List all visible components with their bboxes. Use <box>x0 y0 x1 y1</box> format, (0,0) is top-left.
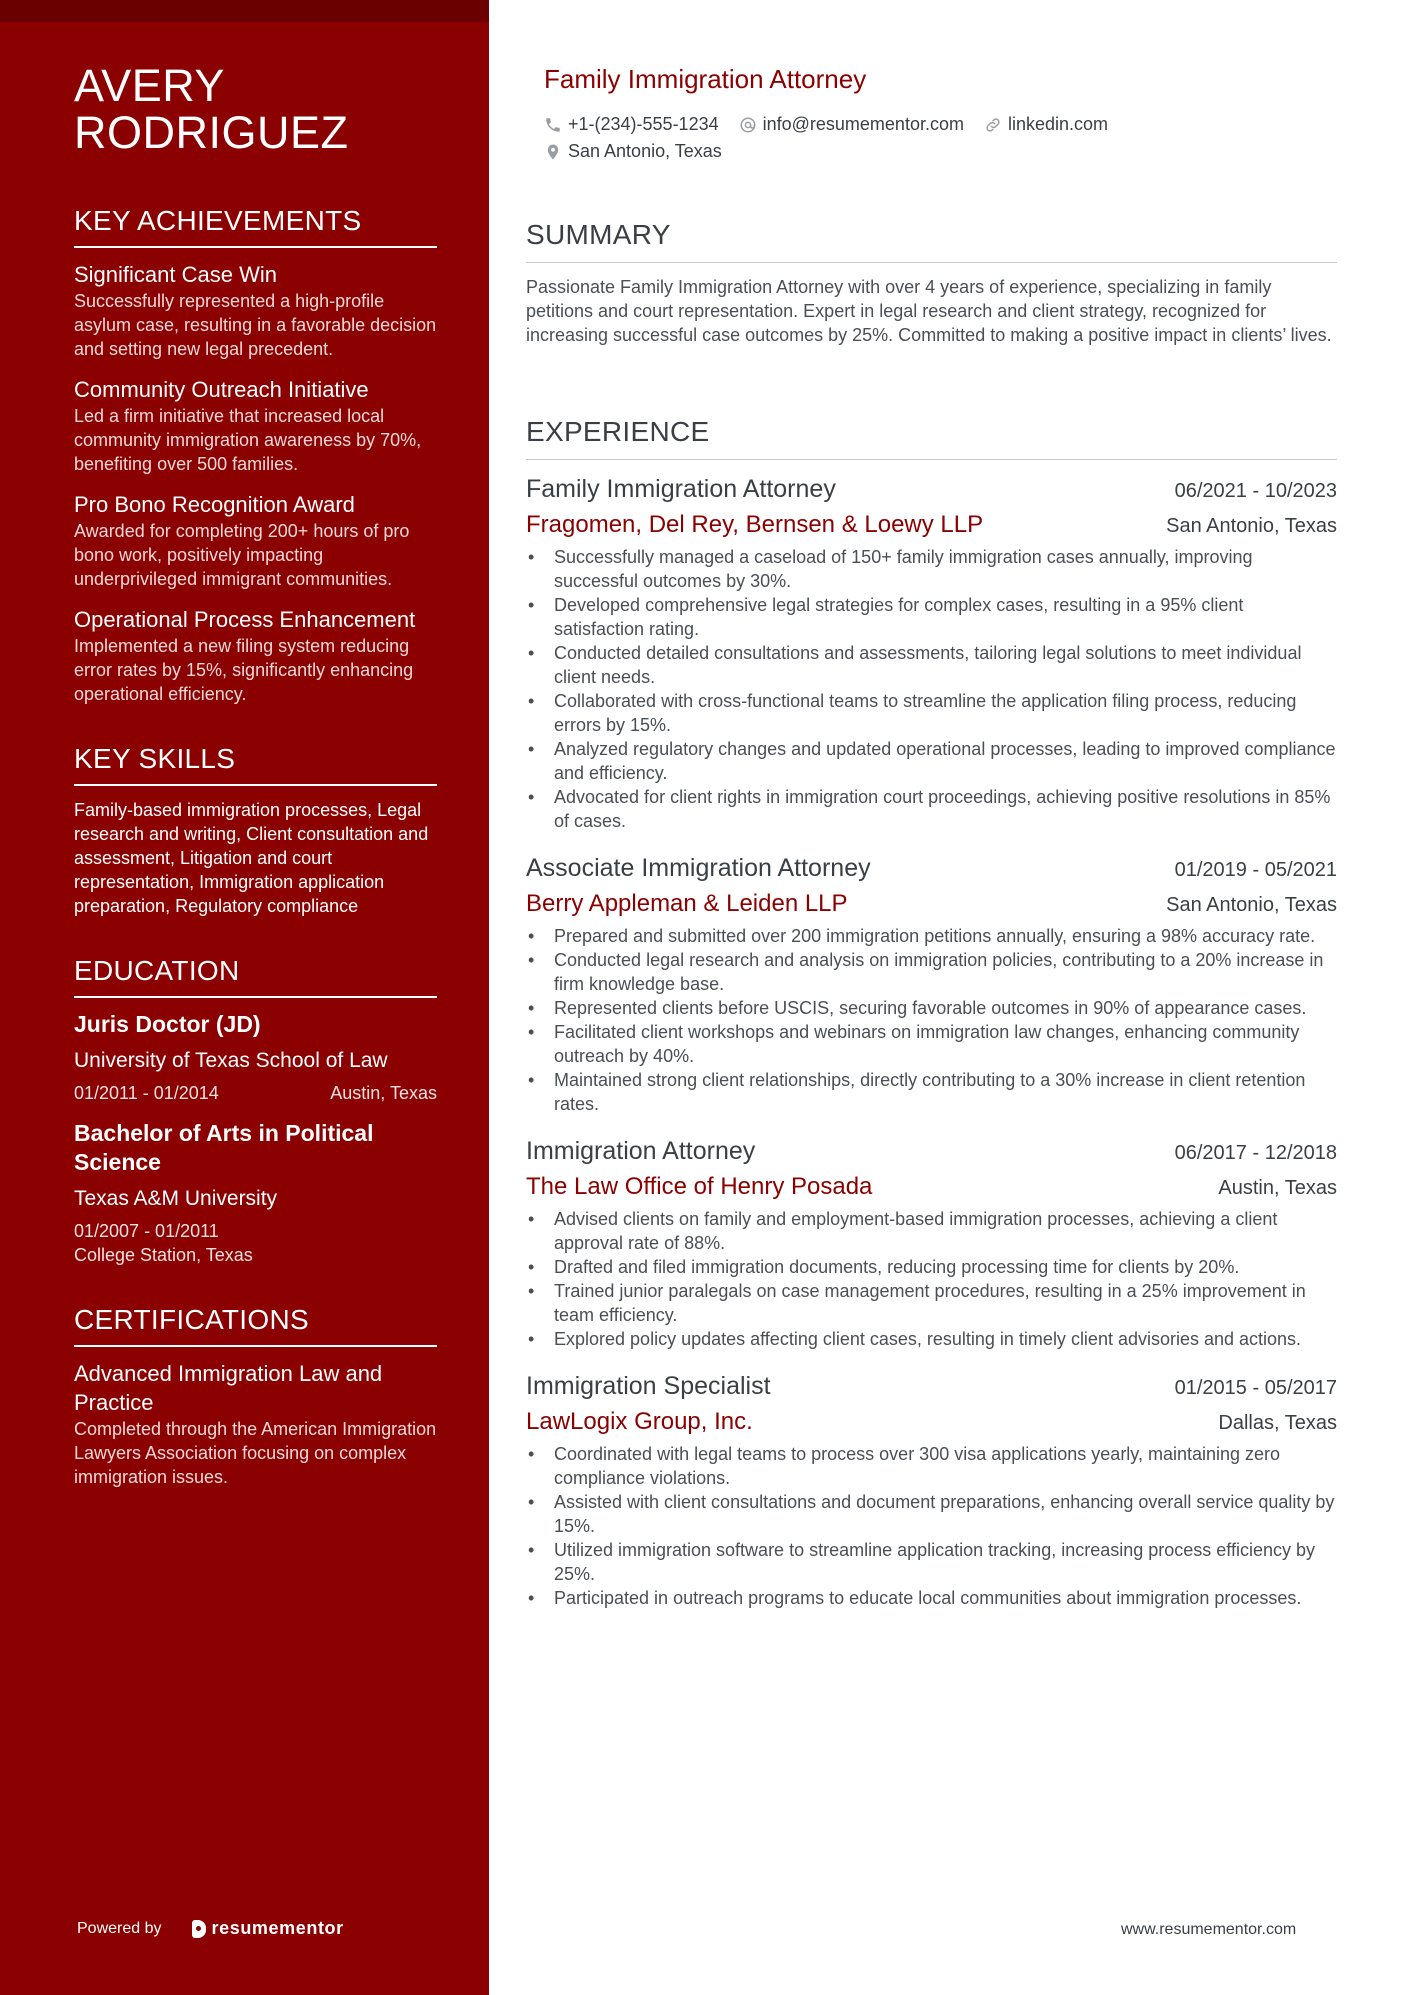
school: University of Texas School of Law <box>74 1049 388 1072</box>
contact-linkedin[interactable] <box>984 114 1108 135</box>
section-heading: SUMMARY <box>526 218 1337 263</box>
contact-email[interactable] <box>739 114 964 135</box>
experience-bullets <box>526 1442 1337 1610</box>
phone-icon <box>544 116 562 134</box>
sidebar <box>0 0 489 1995</box>
achievement-title: Pro Bono Recognition Award <box>74 492 355 517</box>
achievement-item <box>74 490 437 591</box>
key-achievements-section <box>74 204 437 706</box>
school: Texas A&M University <box>74 1187 278 1210</box>
bullet-item: • Collaborated with cross-functional teams to streamline the application filing process, reducing errors by 15%. <box>526 689 1337 737</box>
experience-company: Berry Appleman & Leiden LLP <box>526 890 848 917</box>
degree: Juris Doctor (JD) <box>74 1011 261 1037</box>
powered-by-label: Powered by <box>77 1919 162 1937</box>
location-pin-icon <box>544 143 562 161</box>
section-heading: EDUCATION <box>74 954 437 998</box>
location-text: San Antonio, Texas <box>568 141 722 161</box>
experience-bullets <box>526 1207 1337 1351</box>
education-location: Austin, Texas <box>330 1083 437 1103</box>
experience-bullets <box>526 545 1337 833</box>
powered-by <box>77 1918 344 1939</box>
email-text: info@resumementor.com <box>762 114 964 134</box>
experience-dates: 01/2015 - 05/2017 <box>1174 1377 1337 1399</box>
link-icon <box>984 116 1002 134</box>
bullet-item: • Participated in outreach programs to educate local communities about immigration processes. <box>526 1586 1337 1610</box>
brand-logo-icon <box>192 1920 206 1938</box>
bullet-item: • Conducted detailed consultations and assessments, tailoring legal solutions to meet individual client needs. <box>526 641 1337 689</box>
candidate-name <box>74 62 437 156</box>
education-item <box>74 1119 437 1267</box>
bullet-item: • Prepared and submitted over 200 immigration petitions annually, ensuring a 98% accuracy rate. <box>526 924 1337 948</box>
bullet-item: • Maintained strong client relationships, directly contributing to a 30% increase in client retention rates. <box>526 1068 1337 1116</box>
section-heading: KEY SKILLS <box>74 742 437 786</box>
bullet-item: • Facilitated client workshops and webinars on immigration law changes, enhancing community outreach by 40%. <box>526 1020 1337 1068</box>
education-section <box>74 954 437 1267</box>
experience-location: San Antonio, Texas <box>1166 894 1337 916</box>
bullet-item: • Advised clients on family and employment-based immigration processes, achieving a client approval rate of 88%. <box>526 1207 1337 1255</box>
achievement-desc: Awarded for completing 200+ hours of pro bono work, positively impacting underprivileged immigrant communities. <box>74 521 410 589</box>
achievement-desc: Implemented a new filing system reducing error rates by 15%, significantly enhancing operational efficiency. <box>74 636 414 704</box>
experience-role: Associate Immigration Attorney <box>526 854 871 882</box>
footer-url[interactable]: www.resumementor.com <box>1121 1921 1297 1938</box>
bullet-item: • Coordinated with legal teams to process over 300 visa applications yearly, maintaining zero compliance violations. <box>526 1442 1337 1490</box>
experience-dates: 01/2019 - 05/2021 <box>1174 859 1337 881</box>
experience-location: Austin, Texas <box>1218 1177 1337 1199</box>
education-dates: 01/2007 - 01/2011 <box>74 1221 219 1241</box>
education-item <box>74 1010 437 1105</box>
education-location: College Station, Texas <box>74 1245 253 1265</box>
bullet-item: • Analyzed regulatory changes and updated operational processes, leading to improved compliance and efficiency. <box>526 737 1337 785</box>
experience-item <box>526 1134 1337 1351</box>
certifications-section <box>74 1303 437 1489</box>
contact-phone[interactable] <box>544 114 719 135</box>
achievement-item <box>74 375 437 476</box>
experience-location: San Antonio, Texas <box>1166 515 1337 537</box>
experience-dates: 06/2017 - 12/2018 <box>1174 1142 1337 1164</box>
bullet-item: • Assisted with client consultations and document preparations, enhancing overall service quality by 15%. <box>526 1490 1337 1538</box>
achievement-item <box>74 260 437 361</box>
section-heading: CERTIFICATIONS <box>74 1303 437 1347</box>
last-name: RODRIGUEZ <box>74 107 349 158</box>
phone-text: +1-(234)-555-1234 <box>568 114 719 134</box>
experience-item <box>526 1369 1337 1610</box>
linkedin-text: linkedin.com <box>1007 114 1109 134</box>
experience-item <box>526 472 1337 833</box>
bullet-item: • Represented clients before USCIS, securing favorable outcomes in 90% of appearance cases. <box>526 996 1337 1020</box>
experience-bullets <box>526 924 1337 1116</box>
skills-list: Family-based immigration processes, Legal research and writing, Client consultation and assessment, Litigation and court representation, Immigration application preparation, Regulatory compliance <box>74 800 429 916</box>
achievement-desc: Led a firm initiative that increased local community immigration awareness by 70%, benefiting over 500 families. <box>74 406 422 474</box>
experience-dates: 06/2021 - 10/2023 <box>1174 480 1337 502</box>
achievement-title: Community Outreach Initiative <box>74 377 369 402</box>
experience-company: The Law Office of Henry Posada <box>526 1173 873 1200</box>
education-dates: 01/2011 - 01/2014 <box>74 1083 219 1103</box>
bullet-item: • Drafted and filed immigration documents, reducing processing time for clients by 20%. <box>526 1255 1337 1279</box>
section-heading: EXPERIENCE <box>526 415 1337 460</box>
certification-item <box>74 1359 437 1489</box>
bullet-item: • Successfully managed a caseload of 150+ family immigration cases annually, improving successful outcomes by 30%. <box>526 545 1337 593</box>
bullet-item: • Advocated for client rights in immigration court proceedings, achieving positive resolutions in 85% of cases. <box>526 785 1337 833</box>
bullet-item: • Conducted legal research and analysis on immigration policies, contributing to a 20% increase in firm knowledge base. <box>526 948 1337 996</box>
section-heading: KEY ACHIEVEMENTS <box>74 204 437 248</box>
contact-info <box>544 111 1324 165</box>
summary-text: Passionate Family Immigration Attorney with over 4 years of experience, specializing in family petitions and court representation. Expert in legal research and client strategy, recognized for increasing successful case outcomes by 25%. Committed to making a positive impact in clients’ lives. <box>526 277 1332 345</box>
certification-title: Advanced Immigration Law and Practice <box>74 1361 383 1415</box>
achievement-title: Operational Process Enhancement <box>74 607 416 632</box>
experience-company: Fragomen, Del Rey, Bernsen & Loewy LLP <box>526 511 984 538</box>
brand-name: resumementor <box>211 1918 344 1938</box>
bullet-item: • Trained junior paralegals on case management procedures, resulting in a 25% improvement in team efficiency. <box>526 1279 1337 1327</box>
experience-role: Immigration Attorney <box>526 1137 756 1165</box>
degree: Bachelor of Arts in Political Science <box>74 1120 374 1175</box>
bullet-item: • Utilized immigration software to streamline application tracking, increasing process efficiency by 25%. <box>526 1538 1337 1586</box>
bullet-item: • Explored policy updates affecting client cases, resulting in timely client advisories and actions. <box>526 1327 1337 1351</box>
achievement-item <box>74 605 437 706</box>
brand-logo[interactable] <box>192 1918 344 1939</box>
achievement-desc: Successfully represented a high-profile asylum case, resulting in a favorable decision and setting new legal precedent. <box>74 291 437 359</box>
sidebar-top-band <box>0 0 489 22</box>
summary-section <box>526 218 1337 347</box>
experience-role: Family Immigration Attorney <box>526 475 836 503</box>
first-name: AVERY <box>74 60 225 111</box>
experience-company: LawLogix Group, Inc. <box>526 1408 753 1435</box>
at-icon <box>739 116 757 134</box>
bullet-item: • Developed comprehensive legal strategies for complex cases, resulting in a 95% client satisfaction rating. <box>526 593 1337 641</box>
experience-section <box>526 415 1337 1628</box>
experience-item <box>526 851 1337 1116</box>
experience-location: Dallas, Texas <box>1218 1412 1337 1434</box>
job-title: Family Immigration Attorney <box>544 64 867 94</box>
experience-role: Immigration Specialist <box>526 1372 771 1400</box>
key-skills-section <box>74 742 437 918</box>
certification-desc: Completed through the American Immigration Lawyers Association focusing on complex immigration issues. <box>74 1419 437 1487</box>
contact-location <box>544 141 722 162</box>
achievement-title: Significant Case Win <box>74 262 277 287</box>
